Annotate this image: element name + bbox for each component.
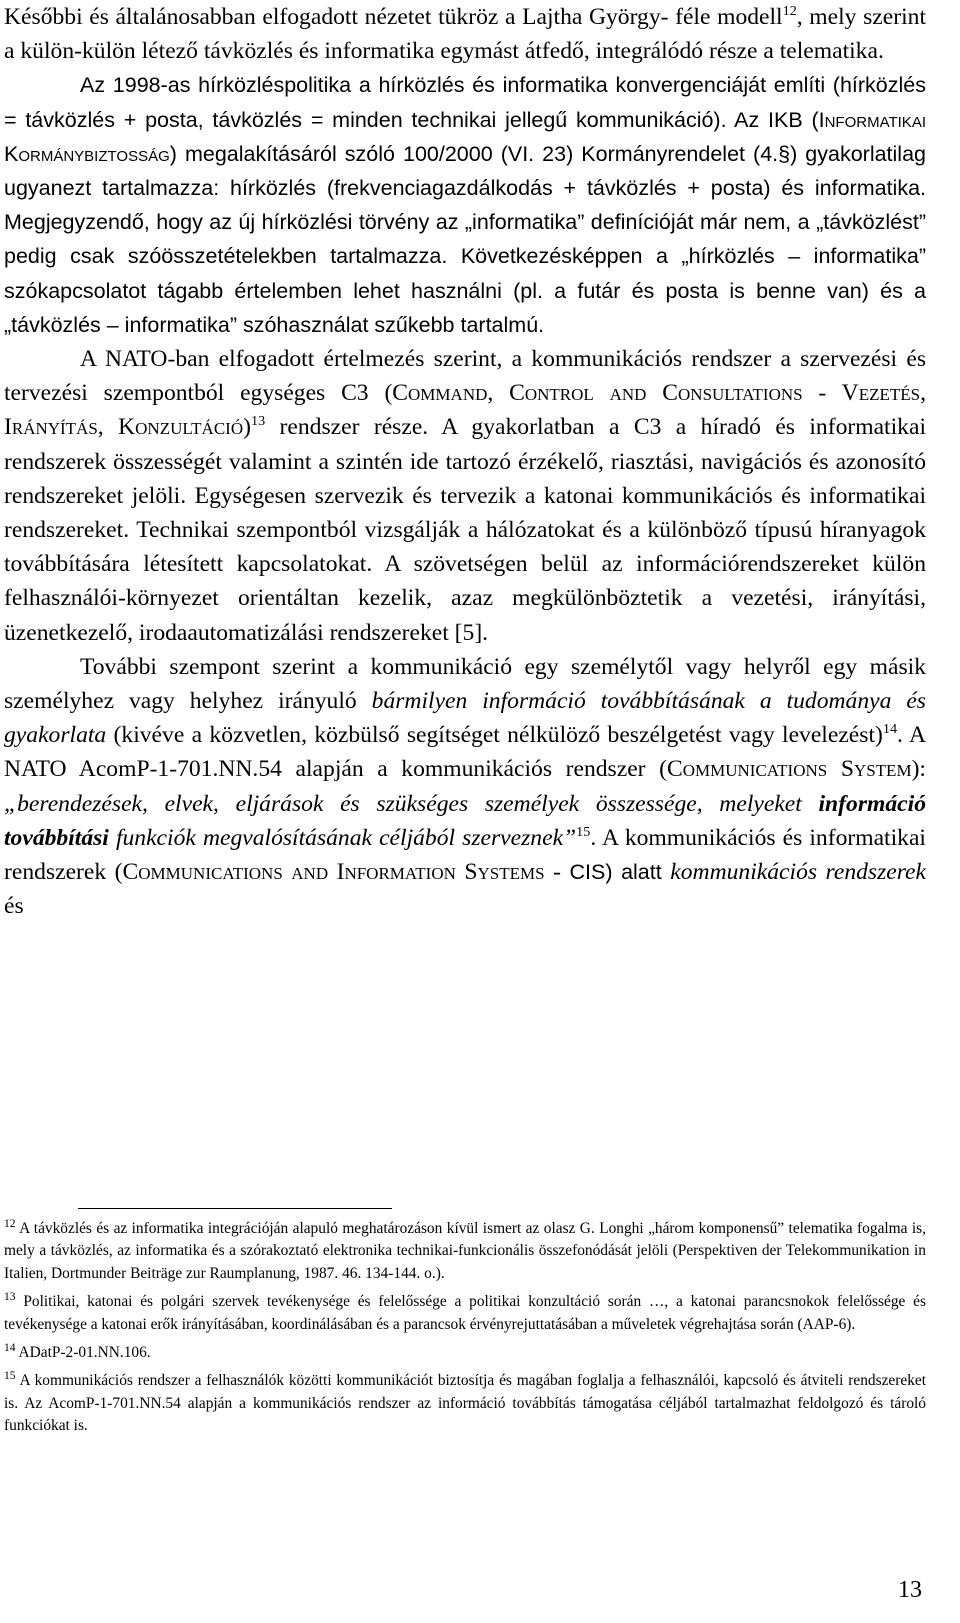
footnote-number: 12 xyxy=(4,1217,16,1230)
footnote-number: 15 xyxy=(4,1370,16,1383)
bold-italic-run: információ továbbítási xyxy=(4,790,926,851)
footnote-ref-12[interactable]: 12 xyxy=(782,3,797,20)
page-number: 13 xyxy=(898,1577,922,1603)
small-caps-run: Communications System xyxy=(666,756,912,783)
footnote-ref-13[interactable]: 13 xyxy=(250,413,266,430)
italic-run: kommunikációs rendszerek xyxy=(670,859,926,886)
footnote-text: A távközlés és az informatika integrációján alapuló meghatározáson kívül ismert az olasz G. Longhi „három komponensű” telematika fogalma is, mely a távközlés, az informatika és a szórakoztató elektronika technikai-funkcionális összefonódását jelöli (Perspektiven der Telekommunikation in Italien, Dortmunder Beiträge zur Raumplanung, 1987. 46. 134-144. o.). xyxy=(4,1220,927,1282)
small-caps-run: Command, Control and Consultations - Vezetés, Irányítás, Konzultáció xyxy=(4,380,926,441)
paragraph-4 xyxy=(4,650,926,924)
footnote-text: ADatP-2-01.NN.106. xyxy=(18,1344,151,1362)
footnote-12 xyxy=(4,1218,926,1285)
text-run: ) megalakításáról szóló 100/2000 (VI. 23) Kormányrendelet (4.§) gyakorlatilag ugyanezt tartalmazza: hírközlés (frekvenciagazdálkodás + távközlés + posta) és informatika. Megjegyzendő, hogy az új hírközlési törvény az „informatika” definícióját már nem, a „távközlést” pedig csak szóösszetételekben tartalmazza. Következésképpen a „hírközlés – informatika” szókapcsolatot tágabb értelemben lehet használni (pl. a futár és posta is benne van) és a „távközlés – informatika” szóhasználat szűkebb tartalmú. xyxy=(4,141,926,337)
text-run: ): xyxy=(911,756,926,783)
paragraph-3 xyxy=(4,342,926,650)
italic-run: „berendezések, elvek, eljárások és szükséges személyek összessége, melyeket xyxy=(4,790,819,817)
text-run: További szempont szerint a kommunikáció egy személytől vagy helyről egy másik személyhez vagy helyhez irányuló xyxy=(4,653,926,715)
text-run: A NATO-ban elfogadott értelmezés szerint, a kommunikációs rendszer a szervezési és tervezési szempontból egységes C3 ( xyxy=(4,346,926,407)
small-caps-run: Informatikai Kormánybiztosság xyxy=(4,107,926,166)
text-run: . A kommunikációs és informatikai rendszerek ( xyxy=(4,824,926,886)
footnote-15 xyxy=(4,1370,926,1437)
text-run: CIS) alatt xyxy=(560,860,671,885)
text-run: . A NATO AcomP-1-701.NN.54 alapján a kommunikációs rendszer ( xyxy=(4,722,926,783)
text-run: Az 1998-as hírközléspolitika a hírközlés és informatika konvergenciáját említi (hírközlés = távközlés + posta, távközlés = minden technikai jellegű kommunikáció). Az IKB ( xyxy=(4,73,926,132)
text-run: Későbbi és általánosabban elfogadott nézetet tükröz a Lajtha György- féle modell xyxy=(4,4,783,30)
footnote-text: A kommunikációs rendszer a felhasználók közötti kommunikációt biztosítja és magában foglalja a felhasználói, kapcsoló és átviteli rendszereket is. Az AcomP-1-701.NN.54 alapján a kommunikációs rendszer az információ továbbítás támogatása céljából tartalmazhat feldolgozó és tároló funkciókat is. xyxy=(4,1372,926,1435)
footnote-separator xyxy=(78,1208,392,1209)
footnote-13 xyxy=(4,1291,926,1336)
footnote-number: 14 xyxy=(4,1341,16,1354)
footnote-number: 13 xyxy=(4,1291,16,1304)
paragraph-2 xyxy=(4,68,926,342)
text-run: ) xyxy=(243,414,251,441)
italic-run: funkciók megvalósításának céljából szerveznek” xyxy=(108,824,577,851)
footnotes xyxy=(4,1218,926,1444)
text-run: (kivéve a közvetlen, közbülső segítséget nélkülöző beszélgetést vagy levelezést) xyxy=(106,722,883,749)
paragraph-1 xyxy=(4,0,926,68)
footnote-text: Politikai, katonai és polgári szervek tevékenysége és felelőssége a politikai konzultáció során …, a katonai parancsnokok felelőssége és tevékenysége a katonai erők irányításában, koordinálásában és a parancsok érvényrejuttatásában a műveletek végrehajtása során (AAP-6). xyxy=(4,1293,926,1333)
body-text xyxy=(4,0,926,923)
italic-run: bármilyen információ továbbításának a tudománya és gyakorlata xyxy=(4,688,926,749)
footnote-14 xyxy=(4,1342,926,1364)
footnote-ref-14[interactable]: 14 xyxy=(882,721,898,738)
text-run: rendszer része. A gyakorlatban a C3 a híradó és informatikai rendszerek összességét valamint a szintén ide tartozó érzékelő, riasztási, navigációs és azonosító rendszereket jelöli. Egységesen szervezik és tervezik a katonai kommunikációs és informatikai rendszereket. Technikai szempontból vizsgálják a hálózatokat és a különböző típusú híranyagok továbbítására létesített kapcsolatokat. A szövetségen belül az információrendszereket külön felhasználói-környezet orientáltan kezelik, azaz megkülönböztetik a vezetési, irányítási, üzenetkezelő, irodaautomatizálási rendszereket [5]. xyxy=(4,414,926,646)
small-caps-run: Communications and Information Systems - xyxy=(122,859,561,886)
text-run: és xyxy=(4,893,24,920)
footnote-ref-15[interactable]: 15 xyxy=(576,824,591,841)
text-run: , mely szerint a külön-külön létező távközlés és informatika egymást átfedő, integrálódó része a telematika. xyxy=(4,4,927,65)
